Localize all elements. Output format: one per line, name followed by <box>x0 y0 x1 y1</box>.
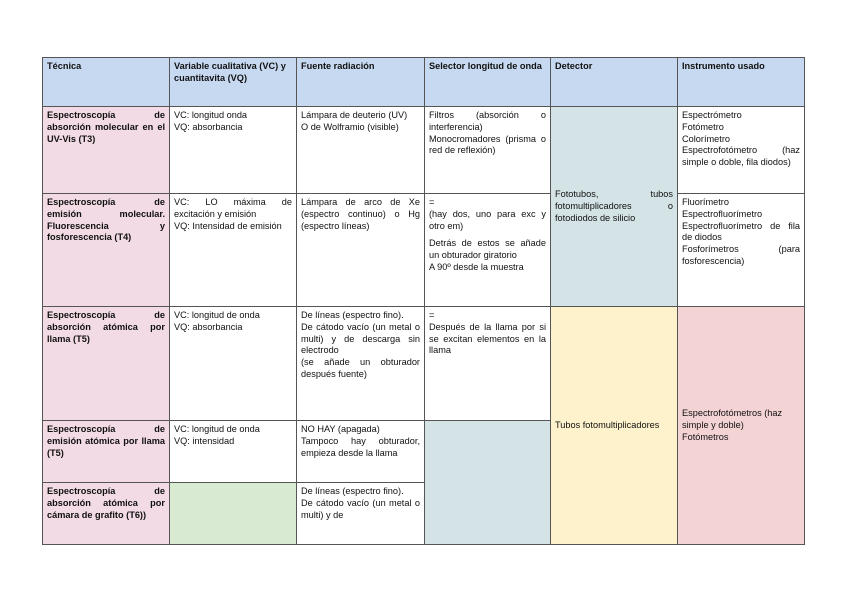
header-tecnica: Técnica <box>43 58 170 107</box>
variable-line: VC: longitud de onda <box>174 310 260 320</box>
fuente-cell <box>297 307 425 421</box>
selector-line: Monocromadores (prisma o red de reflexión) <box>429 133 549 156</box>
detector-atomico-cell: Tubos fotomultiplicadores <box>551 307 678 545</box>
fuente-line: O de Wolframio (visible) <box>301 121 399 132</box>
instrumento-line: Fluorímetro <box>682 197 729 207</box>
variable-line: VQ: absorbancia <box>174 321 243 332</box>
instrumento-cell <box>678 107 805 194</box>
variable-empty-cell <box>170 483 297 545</box>
instrumento-line: Fotómetros <box>682 431 729 442</box>
selector-cell <box>425 307 551 421</box>
techniques-table <box>42 57 805 545</box>
variable-cell <box>170 107 297 194</box>
selector-line: A 90º desde la muestra <box>429 261 524 272</box>
tecnica-cell: Espectroscopía de emisión molecular. Fluorescencia y fosforescencia (T4) <box>43 194 170 307</box>
table-row <box>43 307 805 421</box>
variable-line: VQ: intensidad <box>174 435 235 446</box>
tecnica-cell: Espectroscopía de absorción molecular en el UV-Vis (T3) <box>43 107 170 194</box>
fuente-line: Lámpara de deuterio (UV) <box>301 110 408 120</box>
header-row <box>43 58 805 107</box>
selector-line: Detrás de estos se añade un obturador giratorio <box>429 238 549 261</box>
fuente-cell: Lámpara de arco de Xe (espectro continuo) o Hg (espectro líneas) <box>297 194 425 307</box>
selector-line: = <box>429 197 435 207</box>
header-selector: Selector longitud de onda <box>425 58 551 107</box>
variable-cell <box>170 421 297 483</box>
fuente-cell <box>297 483 425 545</box>
fuente-cell <box>297 107 425 194</box>
fuente-line: NO HAY (apagada) <box>301 424 380 434</box>
instrumento-line: Espectrofotómetro (haz simple o doble, fila diodos) <box>682 145 803 168</box>
header-instrumento: Instrumento usado <box>678 58 805 107</box>
header-variable: Variable cualitativa (VC) y cuantitavita (VQ) <box>170 58 297 107</box>
selector-line: Después de la llama por si se excitan elementos en la llama <box>429 321 549 356</box>
header-fuente: Fuente radiación <box>297 58 425 107</box>
instrumento-line: Espectrofluorímetro de fila de diodos <box>682 220 803 243</box>
detector-molecular-cell: Fototubos, tubos fotomultiplicadores o fotodiodos de silicio <box>551 107 678 307</box>
instrumento-line: Fotómetro <box>682 121 724 132</box>
selector-line: (hay dos, uno para exc y otro em) <box>429 208 549 231</box>
fuente-line: (se añade un obturador después fuente) <box>301 357 423 379</box>
variable-line: VC: longitud de onda <box>174 424 260 434</box>
table-row <box>43 107 805 194</box>
fuente-line: De cátodo vacío (un metal o multi) y de <box>301 497 423 520</box>
variable-line: VC: longitud onda <box>174 110 248 120</box>
fuente-line: De líneas (espectro fino). <box>301 486 404 496</box>
instrumento-cell <box>678 194 805 307</box>
selector-cell <box>425 107 551 194</box>
selector-line: = <box>429 310 435 320</box>
fuente-line: De líneas (espectro fino). <box>301 310 404 320</box>
variable-cell <box>170 194 297 307</box>
instrumento-line: Colorímetro <box>682 133 730 144</box>
fuente-line: De cátodo vacío (un metal o multi) y de descarga sin electrodo <box>301 321 423 356</box>
table-row <box>43 194 805 307</box>
variable-cell <box>170 307 297 421</box>
instrumento-atomico-cell <box>678 307 805 545</box>
instrumento-line: Espectrómetro <box>682 110 742 120</box>
header-detector: Detector <box>551 58 678 107</box>
variable-line: VQ: Intensidad de emisión <box>174 220 282 231</box>
tecnica-cell: Espectroscopía de absorción atómica por llama (T5) <box>43 307 170 421</box>
variable-line: VC: LO máxima de excitación y emisión <box>174 197 295 219</box>
fuente-cell <box>297 421 425 483</box>
instrumento-line: Fosforímetros (para fosforescencia) <box>682 244 803 266</box>
selector-cell <box>425 194 551 307</box>
tecnica-cell: Espectroscopía de absorción atómica por cámara de grafito (T6)) <box>43 483 170 545</box>
tecnica-cell: Espectroscopía de emisión atómica por llama (T5) <box>43 421 170 483</box>
selector-line: Filtros (absorción o interferencia) <box>429 110 549 132</box>
variable-line: VQ: absorbancia <box>174 121 243 132</box>
fuente-line: Tampoco hay obturador, empieza desde la llama <box>301 435 423 458</box>
instrumento-line: Espectrofluorímetro <box>682 208 763 219</box>
instrumento-line: Espectrofotómetros (haz simple y doble) <box>682 408 785 431</box>
selector-empty-cell <box>425 421 551 545</box>
